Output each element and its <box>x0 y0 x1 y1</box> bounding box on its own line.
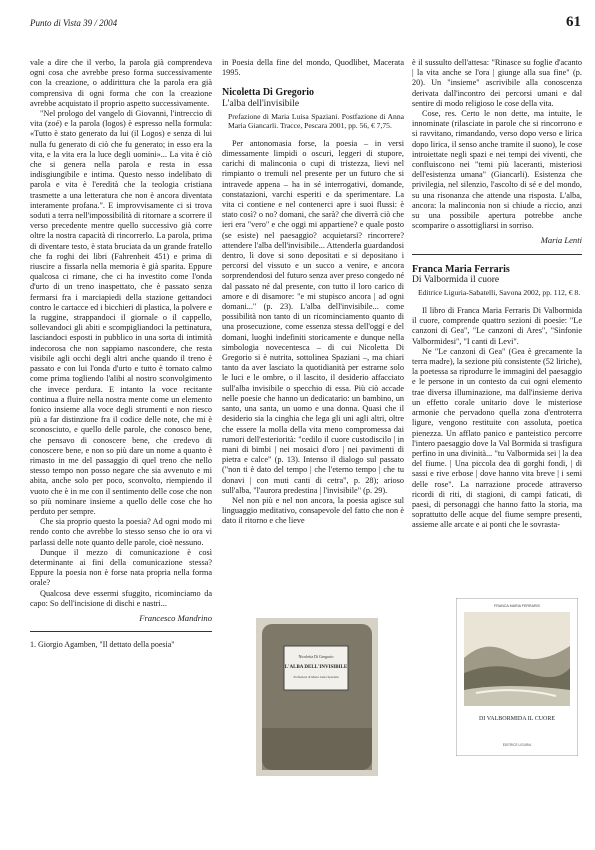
cover-author: FRANCA MARIA FERRARIS <box>494 604 540 608</box>
running-header: Punto di Vista 39 / 2004 <box>30 18 118 28</box>
paragraph: è il sussulto dell'attesa: "Rinasce su foglie d'acanto | la vita anche se l'ora | giunge alla sua fine" (p. 20). Un "insieme" ascrivibile alla conoscenza derivata dall'incontro dei percorsi umani e dal sentire di modo religioso le cose della vita. <box>412 58 582 108</box>
paragraph: vale a dire che il verbo, la parola già comprendeva ogni cosa che avrebbe preso forma successivamente con la creazione, o addirittura che la parola era già comprensiva di ogni forma che con la creazione avrebbe acquistato il proprio aspetto successivamente. <box>30 58 212 108</box>
cover-author: Nicoletta Di Gregorio <box>298 654 334 659</box>
review-author: Nicoletta Di Gregorio <box>222 87 315 99</box>
footnote-divider <box>30 631 212 632</box>
paragraph: "Nel prologo del vangelo di Giovanni, l'intreccio di vita (zoé) e la parola (logos) è espresso nella formula: «Tutto è stato generato da lui (il Logos) e senza di lui nulla fu generato di ciò che fu generato; in esso era la vita, e la vita era la luce degli uomini»... La vita è ciò che si genera nella parola e resta in essa indisgiungibile e intima. Questo nesso indelibato di parola e vita è l'eredità che la teologia cristiana trasmette a una letteratura che non è ancora diventata interamente profana.". E improvvisamente ci si trova soduti a terra nell'impossibilità di ritornare a scorrere il verso precedente mentre quello successivo già corre oltre la nostra capacità di rincorrerlo. La parola, prima di diventare testo, è stata bruciata da un grande fratello che fa roghi dei libri (Fahrenheit 451) e prima di riuscire a fissarla nella memoria è già sparita. Eppure qualcosa ci rimane, che ci ha investito come l'onda d'urto di un treno inaspettato, che è passato senza fermarsi fra i marciapiedi della stazione gettandoci contro le cartacce ed i bicchieri di plastica, la polvere e la ruggine, strappandoci il giornale o il cappello, sollevandoci gli abiti e scompigliandoci la pettinatura, lasciandoci esposti in pubblico in una sorta di intimità indecorosa che non sappiamo nascondere, che resta visibile agli occhi degli altri anche quando il treno è passato e con lui l'onda d'urto e tutto è tornato calmo come prima togliendo l'alibi al nostro sconvolgimento che invece perdura. E intanto la voce recitante continua a fluire nella nostra mente come un elemento fonico insieme alla voce degli strumenti e non riesco più a far distinzione fra il codice delle note, che mi è sconosciuto, e quello delle parole, che conosco bene, che pensavo di conoscere bene, che credevo di conoscere bene, e non so più dare un nome a quanto è rimasto in me del passaggio di quel treno che nello stesso tempo non posso negare che sia avvenuto e mi abita, anche solo per poco, sconvolto, riempiendo il vuoto che è in me con il sentimento delle cose che non so più nominare insieme a quello delle cose che ho perduto per sempre. <box>30 109 212 516</box>
paragraph: Che sia proprio questo la poesia? Ad ogni modo mi rendo conto che avrebbe lo stesso senso che io ora vi parlassi delle note quanto delle parole, cioè nessuno. <box>30 517 212 547</box>
column-1 <box>30 58 212 650</box>
review-author: Franca Maria Ferraris <box>412 263 510 275</box>
paragraph: Dunque il mezzo di comunicazione è così determinante ai fini della comunicazione stessa? Eppure la poesia non è forse nata propria nella forma orale? <box>30 547 212 588</box>
author-signature: Maria Lenti <box>540 235 582 246</box>
paragraph: Il libro di Franca Maria Ferraris Di Valbormida il cuore, comprende quattro sezioni di poesie: "Le canzoni di Gea", "Le canzoni di Ares", "Sinfonie Valbormidesi", "I canti di Levi". <box>412 306 582 346</box>
paragraph: Nel non più e nel non ancora, la poesia agisce sul linguaggio meditativo, consapevole del fatto che non è dato il ritorno e che lieve <box>222 495 404 526</box>
review-book-title: L'alba dell'invisibile <box>222 98 300 109</box>
author-signature: Francesco Mandrino <box>139 612 212 623</box>
cover-title: L'ALBA DELL'INVISIBILE <box>284 665 348 670</box>
paragraph: Per antonomasia forse, la poesia – in versi dimessamente limpidi o oscuri, leggeri di stupore, carichi di malinconia o cupi di tristezza, lievi nel rimpianto o tremuli nel presente per un futuro che si intravede appena – ha in sé interrogativi, domande, constatazioni, varchi esperiti e da sperimentare. La vita ci contiene e nel contenerci apre i suoi flussi: è stato così? o no? domani, che sarà? che diverrà ciò che ieri era "vero" e che oggi mi appartiene? e quale posto (se esiste) nel paesaggio? acquietarsi? rincorrere? attendere l'alba dell'invisibile... Attenderla guardandosi dentro, lì dove si sono depositati e si depositano i percorsi del vissuto e un succo a venire, e ancora sorprendendosi del futuro senza aver preso congedo né dal passato né dal presente, con tutto il loro carico di amore e di disamore: "e mi stupisco ancora | ad ogni domani..." (p. 23). L'alba dell'invisibile... come possibilità non tanto di un ricominciamento quanto di una prosecuzione, come essenza stessa dell'oggi e del domani, luoghi indefiniti storicamente e dunque nella simbologia novecentesca – di cui Nicoletta Di Gregorio si è nutrita, sottolinea Spaziani –, ma chiari tanto da aver lasciato la quotidianità per estrarne solo le luci e le ombre, o il lascito, il desiderio affacciato sull'alba invisibile o specchio di essa. Più ciò accade nelle poesie che hanno un dedicatario: un bambino, un santo, una santa, un uomo e una donna. Quasi che il desiderio sia la cinghia che lega gli uni agli altri, oltre che essere la molla della vita meno compromessa dai rumori dell'esteriorità: "cedilo il cuore custodiscilo | in mani di bimbi | nei mosaici d'oro | nei pavimenti di pietra e calce" (p. 13). Intenso il dialogo sul passato ("non ti è dato del tempo | che l'eterno tempo | che tu donavi | con muti canti di cetra", p. 28); arioso sull'alba, "l'aurora predestina | l'invisibile" (p. 29). <box>222 138 404 495</box>
cover-title: DI VALBORMIDA IL CUORE <box>478 716 556 722</box>
book-cover-image <box>256 618 378 776</box>
paragraph: Ne "Le canzoni di Gea" (Gea è grecamente la terra madre), la sezione più consistente (52 liriche), la poetessa sa riprodurre le immagini del paesaggio e le persone in un contesto da cui ogni elemento trae diversa illuminazione, ma dall'insieme deriva un effetto corale unitario dove le misteriose armonie che pervadono quella zona d'entroterra ligure, vengono restituite con assoluta, poetica pienezza. Un afflato panico e panteistico percorre l'intero paesaggio dove la Val Bormida si trasfigura perfino in una divinità... "tu Valbormida sei | la dea del fiume. | Una piccola dea di gorghi fondi, | di sassi e rive erbose | dove hanno vita breve | i semi delle rose". La narrazione procede attraverso ricordi di riti, di stagioni, di campi faticati, di paesi, di personaggi che hanno fatto la storia, ma soprattutto delle acque del fiume sempre presenti, assieme alle arcate e ai ponti che le sovrasta- <box>412 346 582 530</box>
footnote: 1. Giorgio Agamben, "Il dettato della poesia" <box>30 640 175 650</box>
paragraph: Qualcosa deve essermi sfuggito, ricominciamo da capo: So dell'incisione di dischi e nastri... <box>30 588 212 608</box>
column-3 <box>412 58 582 531</box>
cover-subtitle: Prefazione di Maria Luisa Spaziani <box>293 675 339 679</box>
book-cover-image <box>456 598 578 756</box>
review-divider <box>412 254 582 255</box>
column-2 <box>222 58 404 527</box>
review-publication-info: Editrice Liguria-Sabatelli, Savona 2002, pp. 112, € 8. <box>418 288 581 298</box>
footnote-continuation: in Poesia della fine del mondo, Quodlibet, Macerata 1995. <box>222 58 404 78</box>
cover-publisher: EDITRICE LIGURIA <box>502 743 532 747</box>
paragraph: Cose, res. Certo le non dette, ma intuite, le innominate (rilasciate in parole che si rincorrono e si ravvitano, rimandando, verso dopo verso e lirica dopo lirica, il senso anche tramite il suono), le cose introiettate negli spazi e nei tempi dei viventi, che confluiscono nei "temi più laceranti, misteriosi dell'esistenza umana" (Giancarli). Esistenza che privilegia, nel silenzio, l'ascolto di sé e del mondo, su una risonanza che attende una risposta. L'alba, ancora: la malinconia non si chiude a riccio, anzi su una possibile apertura potrebbe anche scomparire o assottigliarsi in sorriso. <box>412 109 582 231</box>
page-number: 61 <box>566 14 581 30</box>
review-book-title: Di Valbormida il cuore <box>412 274 500 285</box>
review-publication-info: Prefazione di Maria Luisa Spaziani. Postfazione di Anna Maria Giancarli. Tracce, Pescara 2001, pp. 56, € 7,75. <box>228 111 404 130</box>
